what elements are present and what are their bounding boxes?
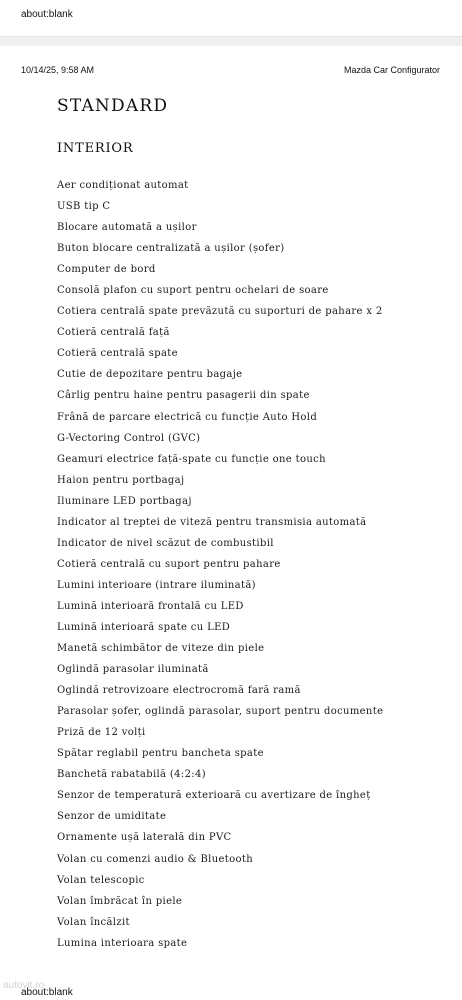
- feature-item: Lumină interioară frontală cu LED: [57, 600, 244, 612]
- feature-item: Buton blocare centralizată a ușilor (șofer): [57, 243, 285, 255]
- feature-item: Cotiera centrală spate prevăzută cu suporturi de pahare x 2: [57, 306, 383, 318]
- feature-item: Cutie de depozitare pentru bagaje: [57, 369, 243, 381]
- subsection-title: INTERIOR: [57, 141, 134, 156]
- feature-item: Parasolar șofer, oglindă parasolar, suport pentru documente: [57, 706, 384, 718]
- top-url-label: about:blank: [21, 9, 73, 20]
- feature-item: Cotieră centrală față: [57, 327, 170, 339]
- feature-item: Indicator al treptei de viteză pentru transmisia automată: [57, 516, 367, 528]
- feature-item: Oglindă parasolar iluminată: [57, 664, 209, 676]
- feature-item: Volan încălzit: [57, 916, 130, 928]
- header-divider: [0, 37, 462, 46]
- feature-item: Manetă schimbător de viteze din piele: [57, 643, 265, 655]
- feature-item: Cotieră centrală spate: [57, 348, 178, 360]
- feature-item: Cârlig pentru haine pentru pasagerii din spate: [57, 390, 310, 402]
- feature-item: G-Vectoring Control (GVC): [57, 432, 201, 444]
- feature-item: Geamuri electrice față-spate cu funcție one touch: [57, 453, 326, 465]
- feature-item: Oglindă retrovizoare electrocromă fară ramă: [57, 685, 301, 697]
- print-datetime: 10/14/25, 9:58 AM: [21, 65, 95, 75]
- feature-item: Ornamente ușă laterală din PVC: [57, 832, 232, 844]
- feature-item: Indicator de nivel scăzut de combustibil: [57, 537, 274, 549]
- browser-top-bar: [0, 0, 462, 37]
- feature-list: [57, 177, 383, 956]
- feature-item: Lumină interioară spate cu LED: [57, 621, 231, 633]
- feature-item: Lumina interioara spate: [57, 937, 188, 949]
- feature-item: Computer de bord: [57, 264, 156, 276]
- feature-item: Blocare automată a ușilor: [57, 222, 197, 234]
- feature-item: Frână de parcare electrică cu funcție Auto Hold: [57, 411, 318, 423]
- feature-item: Iluminare LED portbagaj: [57, 495, 192, 507]
- feature-item: Priză de 12 volți: [57, 727, 146, 739]
- feature-item: Haion pentru portbagaj: [57, 474, 185, 486]
- feature-item: USB tip C: [57, 201, 111, 213]
- feature-item: Senzor de temperatură exterioară cu avertizare de îngheț: [57, 790, 371, 802]
- feature-item: Cotieră centrală cu suport pentru pahare: [57, 558, 281, 570]
- feature-item: Aer condiționat automat: [57, 180, 189, 191]
- feature-item: Senzor de umiditate: [57, 811, 167, 823]
- section-title: STANDARD: [57, 96, 169, 116]
- feature-item: Banchetă rabatabilă (4:2:4): [57, 769, 206, 781]
- watermark: autovit.ro: [3, 980, 45, 991]
- feature-item: Spătar reglabil pentru bancheta spate: [57, 748, 264, 760]
- print-app-title: Mazda Car Configurator: [343, 65, 440, 75]
- feature-item: Volan telescopic: [57, 874, 145, 886]
- feature-item: Consolă plafon cu suport pentru ochelari de soare: [57, 285, 329, 297]
- bottom-url-label: about:blank: [21, 987, 73, 998]
- feature-item: Volan cu comenzi audio & Bluetooth: [57, 853, 254, 865]
- feature-item: Volan îmbrăcat în piele: [57, 895, 183, 907]
- feature-item: Lumini interioare (intrare iluminată): [57, 579, 256, 591]
